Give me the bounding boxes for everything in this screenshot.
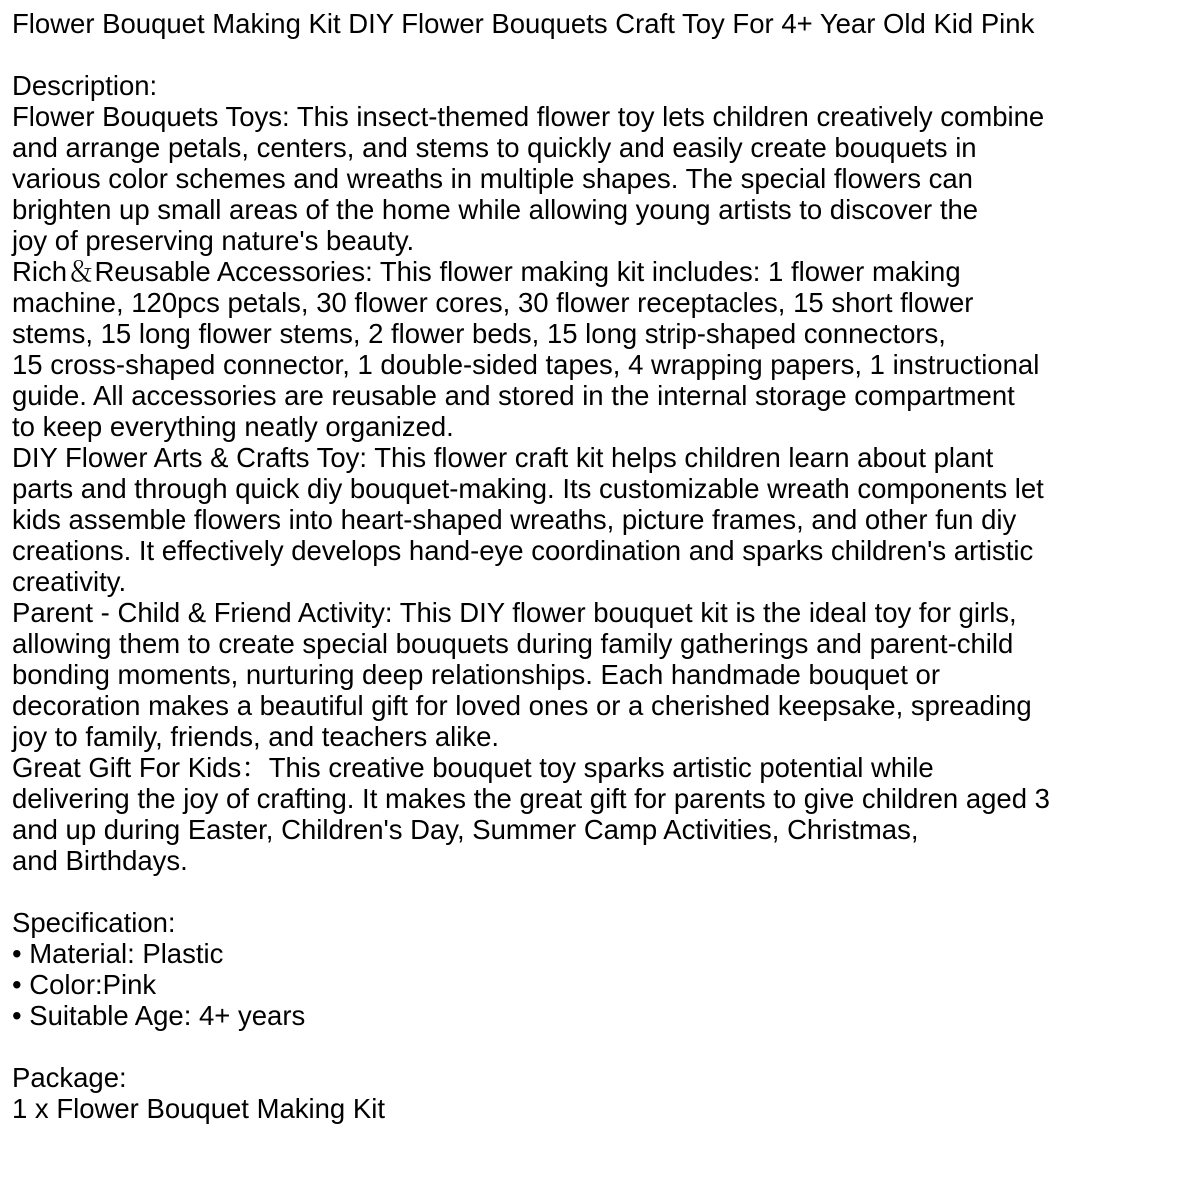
description-line: 15 cross-shaped connector, 1 double-sided tapes, 4 wrapping papers, 1 instructional xyxy=(12,349,1040,380)
description-line: allowing them to create special bouquets during family gatherings and parent-child xyxy=(12,628,1014,659)
package-item: 1 x Flower Bouquet Making Kit xyxy=(12,1093,385,1124)
description-body xyxy=(12,101,1194,876)
description-line: guide. All accessories are reusable and stored in the internal storage compartment xyxy=(12,380,1015,411)
description-line: Great Gift For Kids：This creative bouquet toy sparks artistic potential while xyxy=(12,752,934,783)
spacer xyxy=(12,39,1194,70)
description-line: to keep everything neatly organized. xyxy=(12,411,454,442)
description-line: and Birthdays. xyxy=(12,845,188,876)
specification-item: • Material: Plastic xyxy=(12,938,224,969)
description-line: Rich＆Reusable Accessories: This flower making kit includes: 1 flower making xyxy=(12,256,961,287)
package-heading: Package: xyxy=(12,1062,127,1093)
spacer xyxy=(12,1031,1194,1062)
description-line: stems, 15 long flower stems, 2 flower beds, 15 long strip-shaped connectors, xyxy=(12,318,946,349)
description-line: joy to family, friends, and teachers alike. xyxy=(12,721,500,752)
description-line: bonding moments, nurturing deep relationships. Each handmade bouquet or xyxy=(12,659,940,690)
product-title: Flower Bouquet Making Kit DIY Flower Bouquets Craft Toy For 4+ Year Old Kid Pink xyxy=(12,8,1035,39)
specification-heading: Specification: xyxy=(12,907,176,938)
description-line: decoration makes a beautiful gift for loved ones or a cherished keepsake, spreading xyxy=(12,690,1032,721)
description-line: various color schemes and wreaths in multiple shapes. The special flowers can xyxy=(12,163,973,194)
description-line: Parent - Child & Friend Activity: This DIY flower bouquet kit is the ideal toy for girls, xyxy=(12,597,1017,628)
specification-item: • Suitable Age: 4+ years xyxy=(12,1000,306,1031)
description-line: DIY Flower Arts & Crafts Toy: This flower craft kit helps children learn about plant xyxy=(12,442,994,473)
description-line: joy of preserving nature's beauty. xyxy=(12,225,415,256)
description-line: kids assemble flowers into heart-shaped wreaths, picture frames, and other fun diy xyxy=(12,504,1017,535)
description-line: and arrange petals, centers, and stems to quickly and easily create bouquets in xyxy=(12,132,977,163)
specification-item: • Color:Pink xyxy=(12,969,157,1000)
description-line: machine, 120pcs petals, 30 flower cores, 30 flower receptacles, 15 short flower xyxy=(12,287,974,318)
spacer xyxy=(12,876,1194,907)
product-description-page xyxy=(12,8,1194,1124)
description-line: parts and through quick diy bouquet-making. Its customizable wreath components let xyxy=(12,473,1044,504)
description-line: and up during Easter, Children's Day, Summer Camp Activities, Christmas, xyxy=(12,814,919,845)
description-line: brighten up small areas of the home while allowing young artists to discover the xyxy=(12,194,979,225)
description-line: creations. It effectively develops hand-eye coordination and sparks children's artistic xyxy=(12,535,1034,566)
description-heading: Description: xyxy=(12,70,158,101)
description-line: delivering the joy of crafting. It makes the great gift for parents to give children aged 3 xyxy=(12,783,1050,814)
package-list xyxy=(12,1093,1194,1124)
specification-list xyxy=(12,938,1194,1031)
description-line: creativity. xyxy=(12,566,127,597)
description-line: Flower Bouquets Toys: This insect-themed flower toy lets children creatively combine xyxy=(12,101,1045,132)
